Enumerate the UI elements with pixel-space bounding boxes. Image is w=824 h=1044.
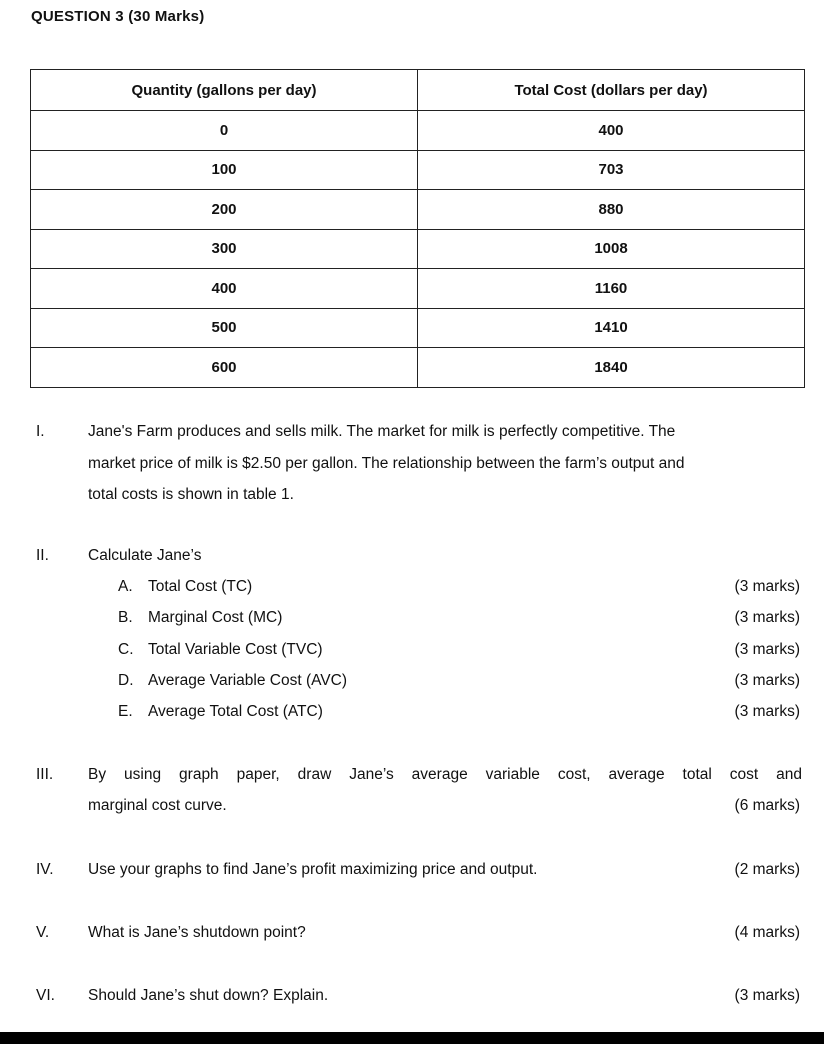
subitem-marks: (3 marks) bbox=[734, 578, 800, 595]
item-vi-numeral: VI. bbox=[36, 987, 55, 1004]
quantity-cell: 400 bbox=[31, 269, 418, 309]
total-cost-cell: 400 bbox=[418, 111, 805, 151]
subitem-text: Average Total Cost (ATC) bbox=[148, 703, 323, 720]
quantity-cell: 100 bbox=[31, 150, 418, 190]
item-i-paragraph bbox=[88, 416, 802, 511]
item-iv-numeral: IV. bbox=[36, 861, 54, 878]
table-row bbox=[31, 269, 805, 309]
subitem-text: Marginal Cost (MC) bbox=[148, 609, 283, 626]
item-v-numeral: V. bbox=[36, 924, 50, 941]
subitem-text: Average Variable Cost (AVC) bbox=[148, 672, 348, 689]
bottom-edge-bar bbox=[0, 1032, 824, 1044]
table-row bbox=[31, 190, 805, 230]
item-iii-marks: (6 marks) bbox=[734, 797, 800, 814]
table-header-row bbox=[31, 70, 805, 111]
subitem-marks: (3 marks) bbox=[734, 609, 800, 626]
item-iii bbox=[0, 759, 824, 790]
table-row bbox=[31, 229, 805, 269]
table-row bbox=[31, 348, 805, 388]
item-ii-text: Calculate Jane’s bbox=[88, 547, 202, 564]
total-cost-column-header: Total Cost (dollars per day) bbox=[418, 70, 805, 111]
quantity-cell: 300 bbox=[31, 229, 418, 269]
subitem-a bbox=[0, 571, 824, 602]
item-iii-continued bbox=[0, 790, 824, 821]
item-iii-line-1: By using graph paper, draw Jane’s average variable cost, average total cost and bbox=[88, 766, 802, 783]
subitem-e bbox=[0, 696, 824, 727]
item-i-numeral: I. bbox=[36, 423, 45, 440]
item-ii bbox=[0, 540, 824, 571]
item-v-text: What is Jane’s shutdown point? bbox=[88, 924, 306, 941]
item-iv-text: Use your graphs to find Jane’s profit maximizing price and output. bbox=[88, 861, 538, 878]
total-cost-cell: 1008 bbox=[418, 229, 805, 269]
subitem-letter: C. bbox=[118, 641, 134, 658]
total-cost-cell: 1840 bbox=[418, 348, 805, 388]
quantity-cell: 200 bbox=[31, 190, 418, 230]
total-cost-cell: 880 bbox=[418, 190, 805, 230]
quantity-cell: 600 bbox=[31, 348, 418, 388]
item-vi bbox=[0, 980, 824, 1011]
table-row bbox=[31, 111, 805, 151]
quantity-cell: 500 bbox=[31, 308, 418, 348]
quantity-cell: 0 bbox=[31, 111, 418, 151]
subitem-letter: E. bbox=[118, 703, 133, 720]
subitem-marks: (3 marks) bbox=[734, 672, 800, 689]
subitem-text: Total Cost (TC) bbox=[148, 578, 253, 595]
subitem-marks: (3 marks) bbox=[734, 641, 800, 658]
quantity-column-header: Quantity (gallons per day) bbox=[31, 70, 418, 111]
subitem-d bbox=[0, 665, 824, 696]
subitem-letter: A. bbox=[118, 578, 133, 595]
item-vi-marks: (3 marks) bbox=[734, 987, 800, 1004]
item-i-line-2: market price of milk is $2.50 per gallon. The relationship between the farm’s output and bbox=[88, 454, 685, 472]
item-vi-text: Should Jane’s shut down? Explain. bbox=[88, 987, 329, 1004]
item-v bbox=[0, 917, 824, 948]
item-iii-numeral: III. bbox=[36, 766, 54, 783]
item-iv bbox=[0, 854, 824, 885]
subitem-text: Total Variable Cost (TVC) bbox=[148, 641, 323, 658]
total-cost-cell: 1160 bbox=[418, 269, 805, 309]
subitem-letter: D. bbox=[118, 672, 134, 689]
item-i-line-3: total costs is shown in table 1. bbox=[88, 486, 294, 503]
table-row bbox=[31, 308, 805, 348]
cost-table bbox=[30, 69, 805, 388]
item-iii-line-2: marginal cost curve. bbox=[88, 797, 227, 814]
table-row bbox=[31, 150, 805, 190]
subitem-c bbox=[0, 634, 824, 665]
item-iv-marks: (2 marks) bbox=[734, 861, 800, 878]
total-cost-cell: 1410 bbox=[418, 308, 805, 348]
item-ii-numeral: II. bbox=[36, 547, 49, 564]
subitem-marks: (3 marks) bbox=[734, 703, 800, 720]
item-i-line-1: Jane's Farm produces and sells milk. The market for milk is perfectly competitive. The bbox=[88, 423, 676, 440]
total-cost-cell: 703 bbox=[418, 150, 805, 190]
subitem-b bbox=[0, 602, 824, 633]
subitem-letter: B. bbox=[118, 609, 133, 626]
question-heading: QUESTION 3 (30 Marks) bbox=[31, 8, 205, 25]
item-v-marks: (4 marks) bbox=[734, 924, 800, 941]
